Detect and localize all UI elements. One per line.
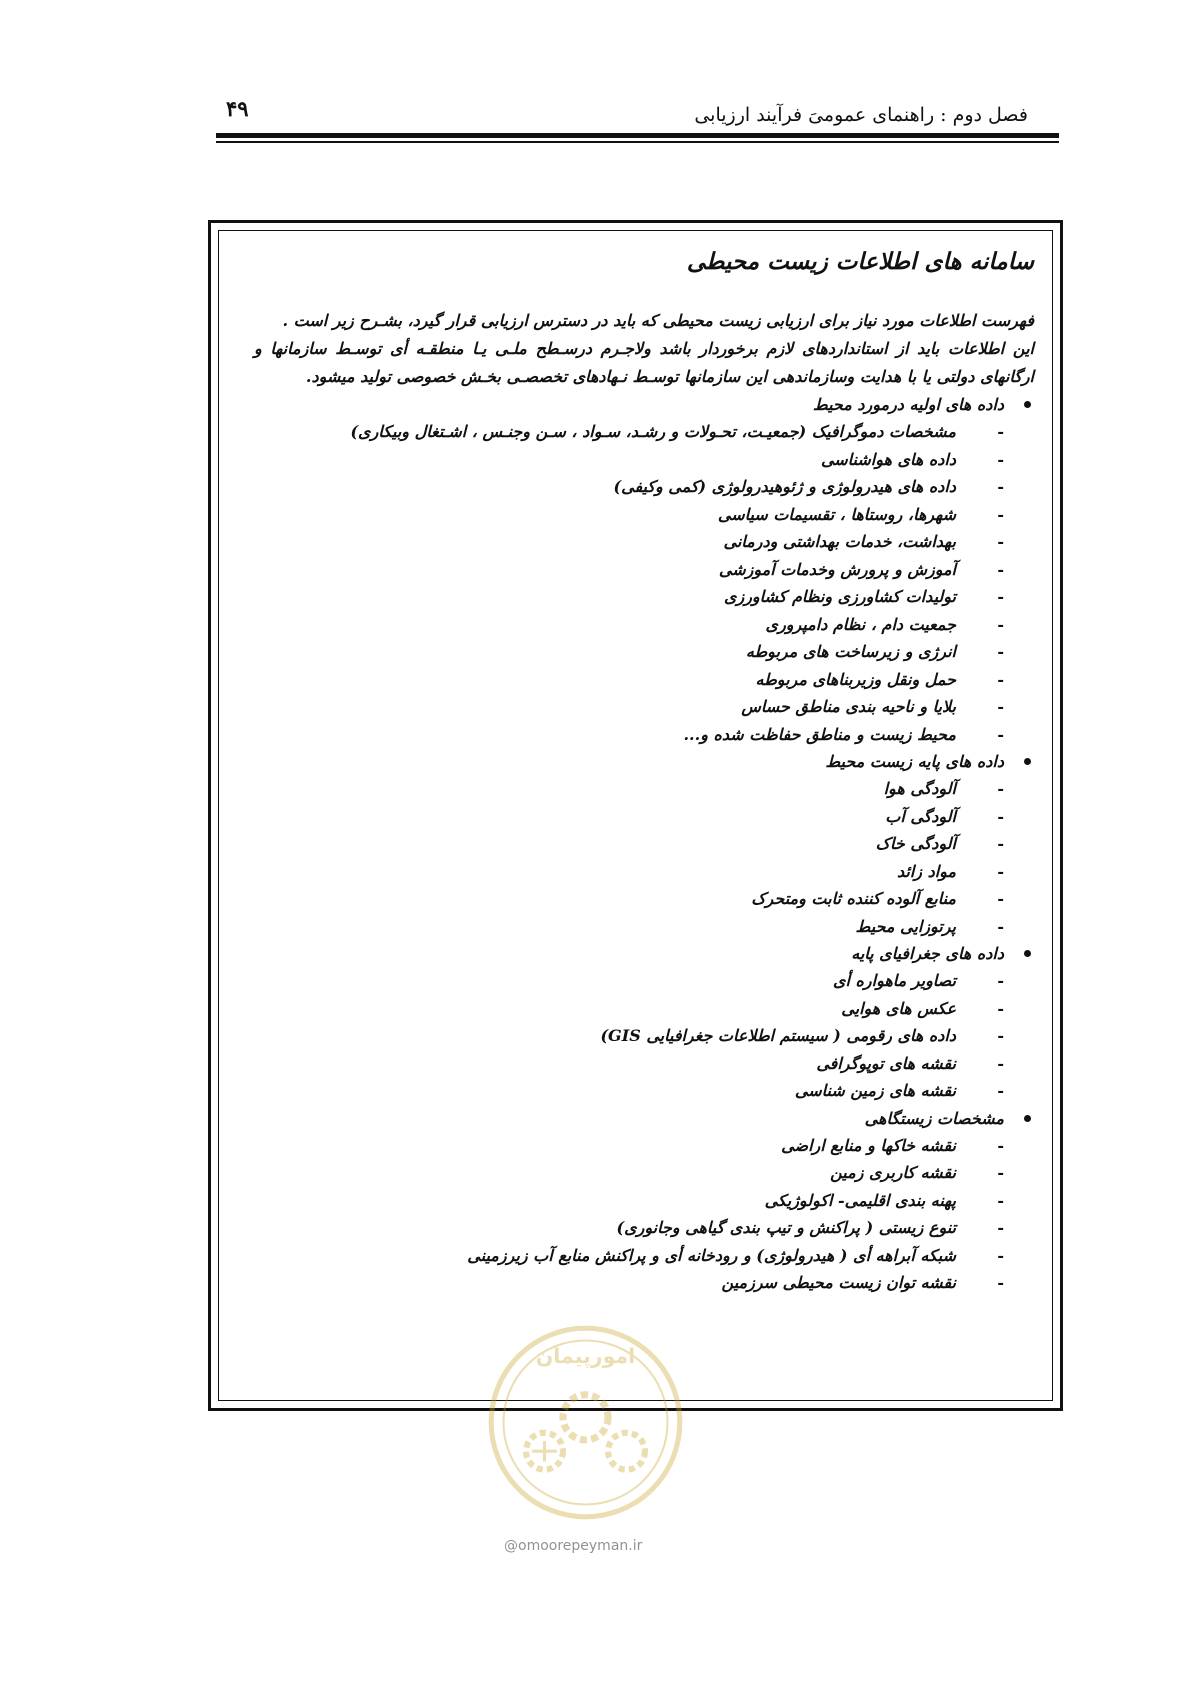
- dash-icon: -: [997, 669, 1004, 689]
- list-item-text: مشخصات دموگرافیک (جمعیـت، تحـولات و رشـد، سـواد ، سـن وجنـس ، اشـتغال وبیکاری): [350, 422, 956, 441]
- dash-icon: -: [997, 1163, 1004, 1182]
- dash-icon: -: [997, 1190, 1004, 1210]
- group-habitat-data: [254, 1105, 1034, 1297]
- dash-icon: -: [997, 422, 1004, 441]
- group-heading: [254, 748, 1034, 775]
- section-title: سامانه های اطلاعات زیست محیطی: [686, 248, 1034, 275]
- dash-icon: -: [997, 587, 1004, 606]
- list-item: [254, 1269, 1034, 1297]
- list-item: [254, 803, 1034, 831]
- dash-icon: -: [997, 1053, 1004, 1073]
- bullet-icon: [1024, 401, 1031, 408]
- list-item: [254, 967, 1034, 995]
- list-item: [254, 1050, 1034, 1078]
- list-item-text: نقشه کاربری زمین: [830, 1163, 956, 1182]
- boxed-section: [208, 220, 1063, 1411]
- list-item-text: شهرها، روستاها ، تقسیمات سیاسی: [717, 504, 956, 524]
- list-item: [254, 1132, 1034, 1160]
- dash-icon: -: [997, 1218, 1004, 1237]
- list-item-text: بلایا و ناحیه بندی مناطق حساس: [741, 697, 956, 716]
- list-item-text: داده های هیدرولوژی و ژئوهیدرولوژی (کمی وکیفی): [613, 477, 956, 496]
- list-item: [254, 1159, 1034, 1187]
- list-item: [254, 528, 1034, 556]
- list-item-text: نقشه های توپوگرافی: [816, 1053, 956, 1073]
- group-environmental-baseline: [254, 748, 1034, 940]
- group-item-list: [254, 775, 1034, 940]
- dash-icon: -: [997, 1273, 1004, 1292]
- list-item: [254, 858, 1034, 886]
- list-item-text: منابع آلوده کننده ثابت ومتحرک: [751, 889, 956, 908]
- list-item-text: تنوع زیستی ( پراکنش و تیپ بندی گیاهی وجانوری): [616, 1218, 956, 1237]
- dash-icon: -: [997, 697, 1004, 716]
- group-heading-text: داده های پایه زیست محیط: [825, 752, 1004, 771]
- list-item-text: شبکه آبراهه أی ( هیدرولوژی) و رودخانه أی و پراکنش منابع آب زیرزمینی: [467, 1245, 956, 1265]
- dash-icon: -: [997, 861, 1004, 881]
- dash-icon: -: [997, 1081, 1004, 1100]
- dash-icon: -: [997, 1026, 1004, 1045]
- dash-icon: -: [997, 998, 1004, 1018]
- dash-icon: -: [997, 916, 1004, 936]
- boxed-section-content: [254, 245, 1034, 1297]
- watermark-logo: [483, 1320, 688, 1525]
- group-item-list: [254, 1132, 1034, 1297]
- list-item: [254, 721, 1034, 749]
- dash-icon: -: [997, 477, 1004, 496]
- list-item: [254, 775, 1034, 803]
- group-geographic-data: [254, 940, 1034, 1105]
- bullet-icon: [1024, 758, 1031, 765]
- list-item: [254, 1022, 1034, 1050]
- list-item-text: محیط زیست و مناطق حفاظت شده و...: [683, 724, 956, 744]
- gear-icon: [608, 1433, 645, 1470]
- group-heading: [254, 940, 1034, 967]
- list-item-text: پرتوزایی محیط: [855, 916, 956, 936]
- list-item-text: حمل ونقل وزیربناهای مربوطه: [755, 669, 956, 689]
- list-item-text: جمعیت دام ، نظام دامپروری: [765, 614, 956, 634]
- watermark-url: @omoorepeyman.ir: [504, 1538, 643, 1554]
- dash-icon: -: [997, 614, 1004, 634]
- dash-icon: -: [997, 1135, 1004, 1155]
- list-item-text: نقشه خاکها و منابع اراضی: [781, 1135, 956, 1155]
- watermark-logo-text: امورپیمان: [535, 1344, 636, 1369]
- list-item-text: تصاویر ماهواره أی: [832, 971, 956, 990]
- gear-icon: [563, 1395, 608, 1440]
- dash-icon: -: [997, 806, 1004, 826]
- list-item-text: آموزش و پرورش وخدمات آموزشی: [718, 559, 956, 579]
- page-header: [0, 0, 1191, 160]
- group-heading-text: داده های اولیه درمورد محیط: [812, 395, 1004, 414]
- list-item-text: بهداشت، خدمات بهداشتی ودرمانی: [723, 532, 956, 551]
- group-heading-text: مشخصات زیستگاهی: [864, 1108, 1004, 1128]
- dash-icon: -: [997, 971, 1004, 990]
- dash-icon: -: [997, 724, 1004, 744]
- group-item-list: [254, 967, 1034, 1105]
- intro-paragraph: فهرست اطلاعات مورد نیاز برای ارزیابی زیست محیطی که باید در دسترس ارزیابی قرار گیرد، بشـرح زیر است .: [282, 311, 1034, 330]
- list-item: [254, 693, 1034, 721]
- group-heading-text: داده های جغرافیای پایه: [851, 944, 1004, 963]
- group-heading: [254, 1105, 1034, 1132]
- dash-icon: -: [997, 449, 1004, 469]
- list-item: [254, 583, 1034, 611]
- list-item-text: نقشه های زمین شناسی: [794, 1081, 956, 1100]
- list-item: [254, 885, 1034, 913]
- group-heading: [254, 391, 1034, 418]
- group-item-list: [254, 418, 1034, 748]
- list-item: [254, 995, 1034, 1023]
- list-item: [254, 913, 1034, 941]
- list-item-text: آلودگی خاک: [875, 834, 956, 853]
- bullet-icon: [1024, 950, 1031, 957]
- list-item: [254, 1242, 1034, 1270]
- list-item: [254, 611, 1034, 639]
- list-item: [254, 1214, 1034, 1242]
- list-item-text: نقشه توان زیست محیطی سرزمین: [721, 1273, 956, 1292]
- scales-icon: [532, 1441, 557, 1462]
- bullet-icon: [1024, 1115, 1031, 1122]
- list-item: [254, 1187, 1034, 1215]
- header-rule-thick: [216, 133, 1059, 138]
- list-item-text: آلودگی هوا: [883, 779, 956, 798]
- list-item: [254, 556, 1034, 584]
- chapter-title: فصل دوم : راهنمای عمومیَ فرآیند ارزیابی: [694, 104, 1028, 126]
- dash-icon: -: [997, 779, 1004, 798]
- list-item-text: پهنه بندی اقلیمی- اکولوژیکی: [764, 1190, 956, 1210]
- list-item-text: داده های هواشناسی: [820, 449, 956, 469]
- standards-paragraph: این اطلاعات باید از استانداردهای لازم برخوردار باشد ولاجـرم درسـطح ملـی یـا منطقـه أی توسـط سازمانها و ارگانهای دولتی یا با هدایت وسازماندهی این سازمانها توسـط نـهادهای تخصصـی بخـش خصوصی تولید میشود.: [254, 339, 1034, 386]
- list-item: [254, 418, 1034, 446]
- page-number: ۴۹: [226, 96, 249, 121]
- dash-icon: -: [997, 1245, 1004, 1265]
- list-item: [254, 638, 1034, 666]
- list-item: [254, 1077, 1034, 1105]
- list-item: [254, 830, 1034, 858]
- header-rule-thin: [216, 141, 1059, 143]
- list-item: [254, 473, 1034, 501]
- list-item-text: عکس های هوایی: [841, 998, 956, 1018]
- list-item-text: تولیدات کشاورزی ونظام کشاورزی: [723, 587, 956, 606]
- list-item: [254, 446, 1034, 474]
- dash-icon: -: [997, 559, 1004, 579]
- dash-icon: -: [997, 504, 1004, 524]
- dash-icon: -: [997, 532, 1004, 551]
- list-item-text: مواد زائد: [897, 861, 956, 881]
- list-item-text: داده های رقومی ( سیستم اطلاعات جغرافیایی GIS): [600, 1026, 956, 1045]
- group-primary-data: [254, 391, 1034, 748]
- list-item-text: انرژی و زیرساخت های مربوطه: [745, 642, 956, 661]
- dash-icon: -: [997, 889, 1004, 908]
- dash-icon: -: [997, 642, 1004, 661]
- list-item: [254, 501, 1034, 529]
- dash-icon: -: [997, 834, 1004, 853]
- list-item-text: آلودگی آب: [885, 806, 956, 826]
- list-item: [254, 666, 1034, 694]
